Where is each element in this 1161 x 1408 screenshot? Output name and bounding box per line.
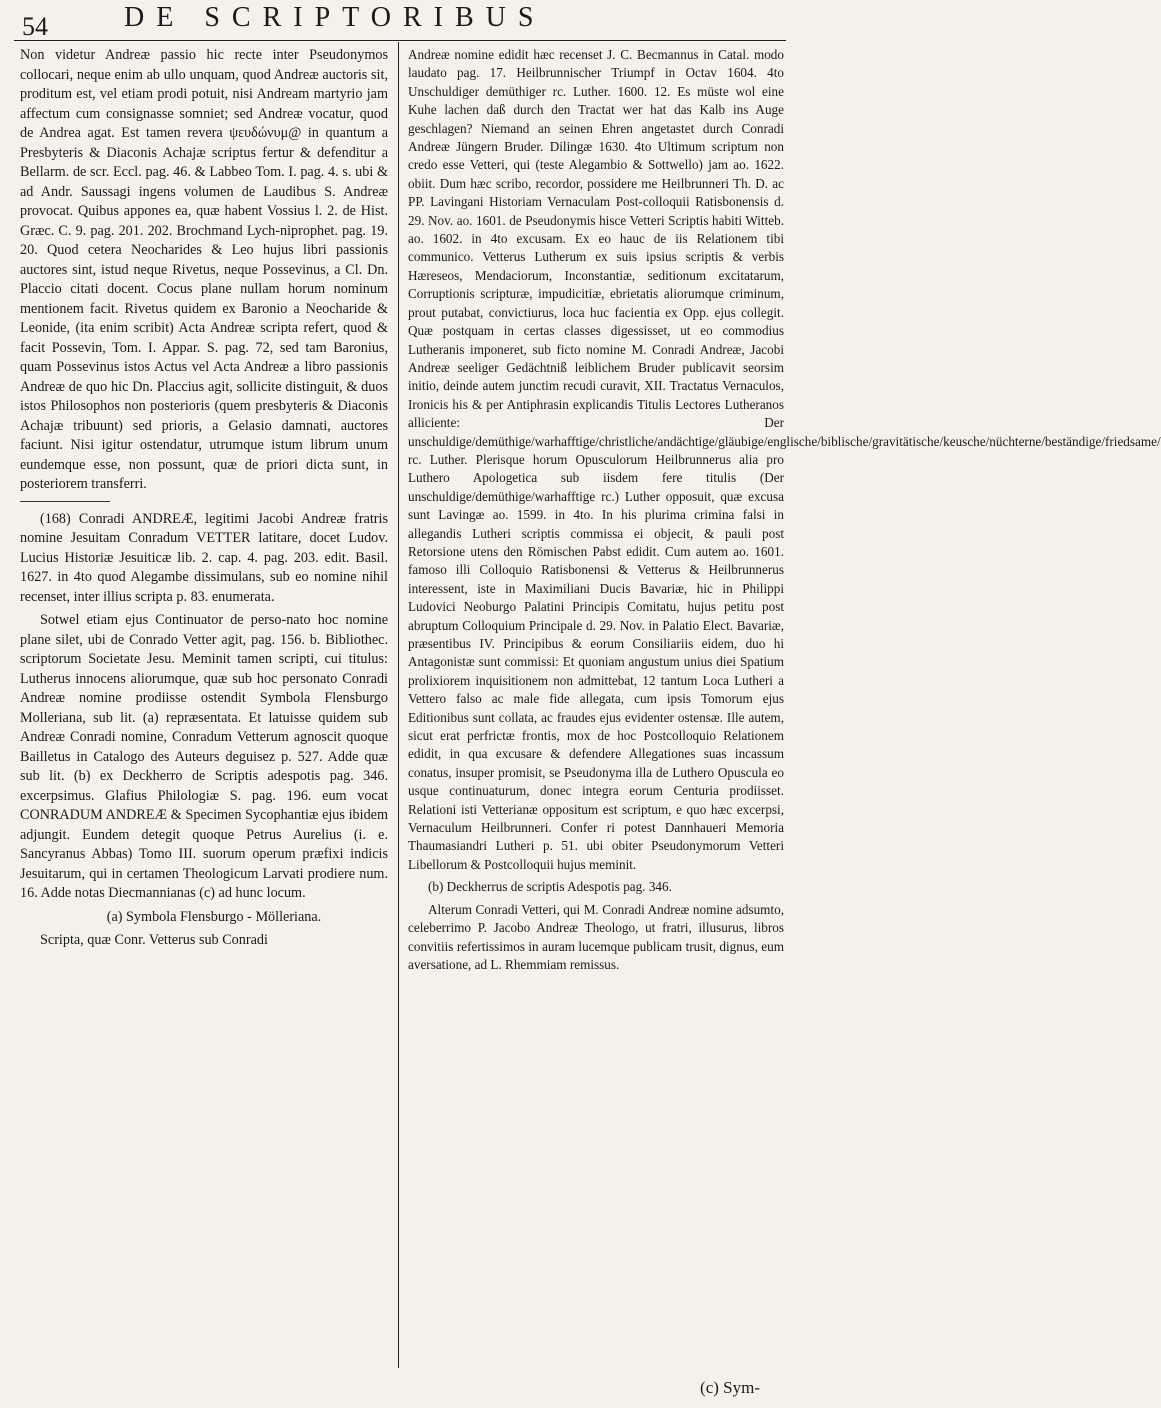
catchword: (c) Sym- (700, 1378, 760, 1397)
paragraph-passio: Non videtur Andreæ passio hic recte inter Pseudonymos collocari, neque enim ab ullo unquam, quod Andreæ auctoris sit, proditum est, vel etiam prodi potuit, nisi Andream martyrio jam affectum cum consignasse somniet; sed Andreæ vocatur, quod de Andrea agat. Est tamen revera ψευδώνυμ@ in quantum a Presbyteris & Diaconis Achajæ scriptus fertur & defenditur a Bellarm. de scr. Eccl. pag. 46. & Labbeo Tom. I. pag. 4. s. ubi & ad Andr. Saussagi ingens volumen de Laudibus S. Andreæ provocat. Quibus appones ea, quæ habent Vossius l. 2. de Hist. Græc. C. 9. pag. 201. 202. Brochmand Lych-niprophet. pag. 19. 20. Quod cetera Neocharides & Leo hujus libri passionis auctores sint, istud neque Rivetus, neque Possevinus, a Cl. Dn. Placcio citati docent. Cocus plane nullam horum nominum mentionem facit. Rivetus quidem ex Baronio a Neocharide & Leonide, (ita enim scribit) Acta Andreæ scripta refert, quod & facit Possevin, Tom. I. Appar. S. pag. 72, sed tam Baronius, quam Possevinus istos Actus vel Acta Andreæ a libro passionis Andreæ de quo hic Dn. Placcius agit, sollicite distinguit, & duos istos Philosophos non posterioris (quem presbyteris & Diaconis Achajæ tribuunt) sed prioris, a Gelasio damnati, auctores faciunt. Nisi igitur ostendatur, utrumque istum librum unum eundemque esse, non possunt, quæ de priori dicta sunt, in posteriorem transferri. (20, 47, 388, 492)
note-b-body: Alterum Conradi Vetteri, qui M. Conradi Andreæ nomine adsumto, celeberrimo P. Jacobo Andreæ Theologo, ut fratri, illusurus, libros convitiis refertissimos in auram lucemque publicam trusit, dignus, eum aversatione, ad L. Rhemmiam remissus. (408, 901, 784, 972)
header-rule (14, 40, 786, 41)
page-number: 54 (22, 12, 48, 41)
section-rule (20, 501, 110, 502)
right-column (408, 46, 1161, 1388)
entry-168-body: Sotwel etiam ejus Continuator de perso-nato hoc nomine plane silet, ubi de Conrado Vetter agit, pag. 156. b. Bibliothec. scriptorum Societate Jesu. Meminit tamen scripti, cui titulus: Lutherus innocens aliorumque, quæ sub hoc personato Conradi Andreæ nomine prodiisse ostendit Symbola Flensburgo Molleriana, sub lit. (a) repræsentata. Et latuisse quidem sub Andreæ Conradi nomine, Conradum Vetterum agnoscit quoque Bailletus in Catalogo des Auteurs deguisez p. 527. Adde quæ sub lit. (b) ex Deckherro de Scriptis adespotis pag. 346. excerpsimus. Glafius Philologiæ S. pag. 196. eum vocat CONRADUM ANDREÆ & Specimen Sycophantiæ ejus ibidem adjungit. Eundem detegit quoque Petrus Aurelius (i. e. Sancyranus Abbas) Tomo III. suorum operum præfixi indicis Jesuitarum, qui in certamen Theologicum Larvati prodiere num. 16. Adde notas Diecmannianas (c) ad hunc locum. (20, 612, 388, 901)
entry-168-intro: (168) Conradi ANDREÆ, legitimi Jacobi Andreæ fratris nomine Jesuitam Conradum VETTER latitare, docet Ludov. Lucius Historiæ Jesuiticæ lib. 2. cap. 4. pag. 203. edit. Basil. 1627. in 4to quod Alegambe dissimulans, sub eo nomine nihil recenset, inter illius scripta p. 83. enumerata. (20, 510, 388, 605)
note-a-heading: (a) Symbola Flensburgo - Mölleriana. (106, 908, 322, 925)
page-header (14, 0, 786, 40)
column-divider (398, 42, 399, 1368)
running-head: DE SCRIPTORIBUS (124, 2, 546, 33)
note-a-body: Scripta, quæ Conr. Vetterus sub Conradi (40, 932, 268, 948)
note-b-heading: (b) Deckherrus de scriptis Adespotis pag. 346. (428, 879, 672, 895)
note-a-continued: Andreæ nomine edidit hæc recenset J. C. Becmannus in Catal. modo laudato pag. 17. Heilbrunnischer Triumpf in Octav 1604. 4to Unschuldiger demüthiger rc. Luther. 1600. 12. Es müste wol eine Kuhe lachen daß durch den Tractat wer hat das Kalb ins Auge geschlagen? Niemand an seinen Ehren angetastet durch Conradi Andreæ Jüngern Bruder. Dilingæ 1630. 4to Ultimum scriptum non credo esse Vetteri, qui (teste Alegambio & Sottwello) jam ao. 1622. obiit. Dum hæc scribo, recordor, possidere me Heilbrunneri Th. D. ac PP. Lavingani Historiam Vernaculam Post-colloquii Ratisbonensis d. 29. Nov. ao. 1601. de Pseudonymis hisce Vetteri Scriptis habiti Witteb. ao. 1602. in 4to excusam. Ex eo hauc de iis Relationem tibi communico. Vetterus Lutherum ex suis ipsius scriptis & verbis Hæreseos, Mendaciorum, Inconstantiæ, seditionum excitatarum, Corruptionis scripturæ, impudicitiæ, ebrietatis aliorumque criminum, prout putabat, convictiurus, loca huc facientia ex Opp. ejus collegit. Quæ postquam in certas classes digessisset, ut eo commodius Lutheranis imponeret, sub ficto nomine M. Conradi Andreæ, Jacobi Andreæ seeliger Gedächtniß leiblichem Bruder publicavit seorsim initio, deinde autem junctim recudi curavit, XII. Tractatus Vernaculos, Ironicis his & per Antiphrasin explicandis Titulis Lectores Lutheranos alliciente: Der unschuldige/demüthige/warhafftige/christliche/andächtige/gläubige/englische/biblische/gravitätische/keusche/nüchterne/beständige/friedsame/ rc. Luther. Plerisque horum Opusculorum Heilbrunnerus alia pro Luthero Apologetica sub iisdem fere titulis (Der unschuldige/demüthige/warhafftige rc.) Luther opposuit, quæ excusa sunt Lavingæ ao. 1599. in 4to. In his plurima crimina falsi in allegandis Lutheri scriptis commissa ei objecit, & pauli post Retorsione utens den Römischen Pabst edidit. Cum autem ao. 1601. famoso illi Colloquio Ratisbonensi & Vetterus & Heilbrunnerus interessent, iste in Maximiliani Ducis Bavariæ, hic in Philippi Ludovici Neoburgo Palatini Principis Comitatu, hujus petitu post abruptum Colloquium Principale d. 29. Nov. in Palatio Elect. Bavariæ, præsentibus IV. Principibus & eorum Consiliariis eidem, duo hi Antagonistæ sunt commissi: Et quoniam angustum unius diei Spatium prolixiorem inquisitionem non admittebat, 12 tantum Loca Lutheri a Vettero falso ac male fide allegata, cum ipsis Tomorum ejus Editionibus sunt collata, ac fraudes ejus evidenter ostensæ. Ille autem, sicut erat perfrictæ frontis, mox de hoc Postcolloquio Relationem edidit, in qua excusare & defendere Allegationes suas incassum conatus, insuper promisit, se Pseudonyma illa de Luthero Opuscula eo usque continuaturum, donec integra eorum Centuria prodiisset. Relationi isti Vetterianæ oppositum est scriptum, e quo hæc excerpsi, Vernaculum Heilbrunneri. Confer ri potest Dannhaueri Memoria Thaumasiandri Lutheri p. 51. ubi obiter Pseudonymorum Vetteri Libellorum & Postcolloquii hujus meminit. (408, 47, 1161, 872)
left-column (20, 46, 388, 1388)
